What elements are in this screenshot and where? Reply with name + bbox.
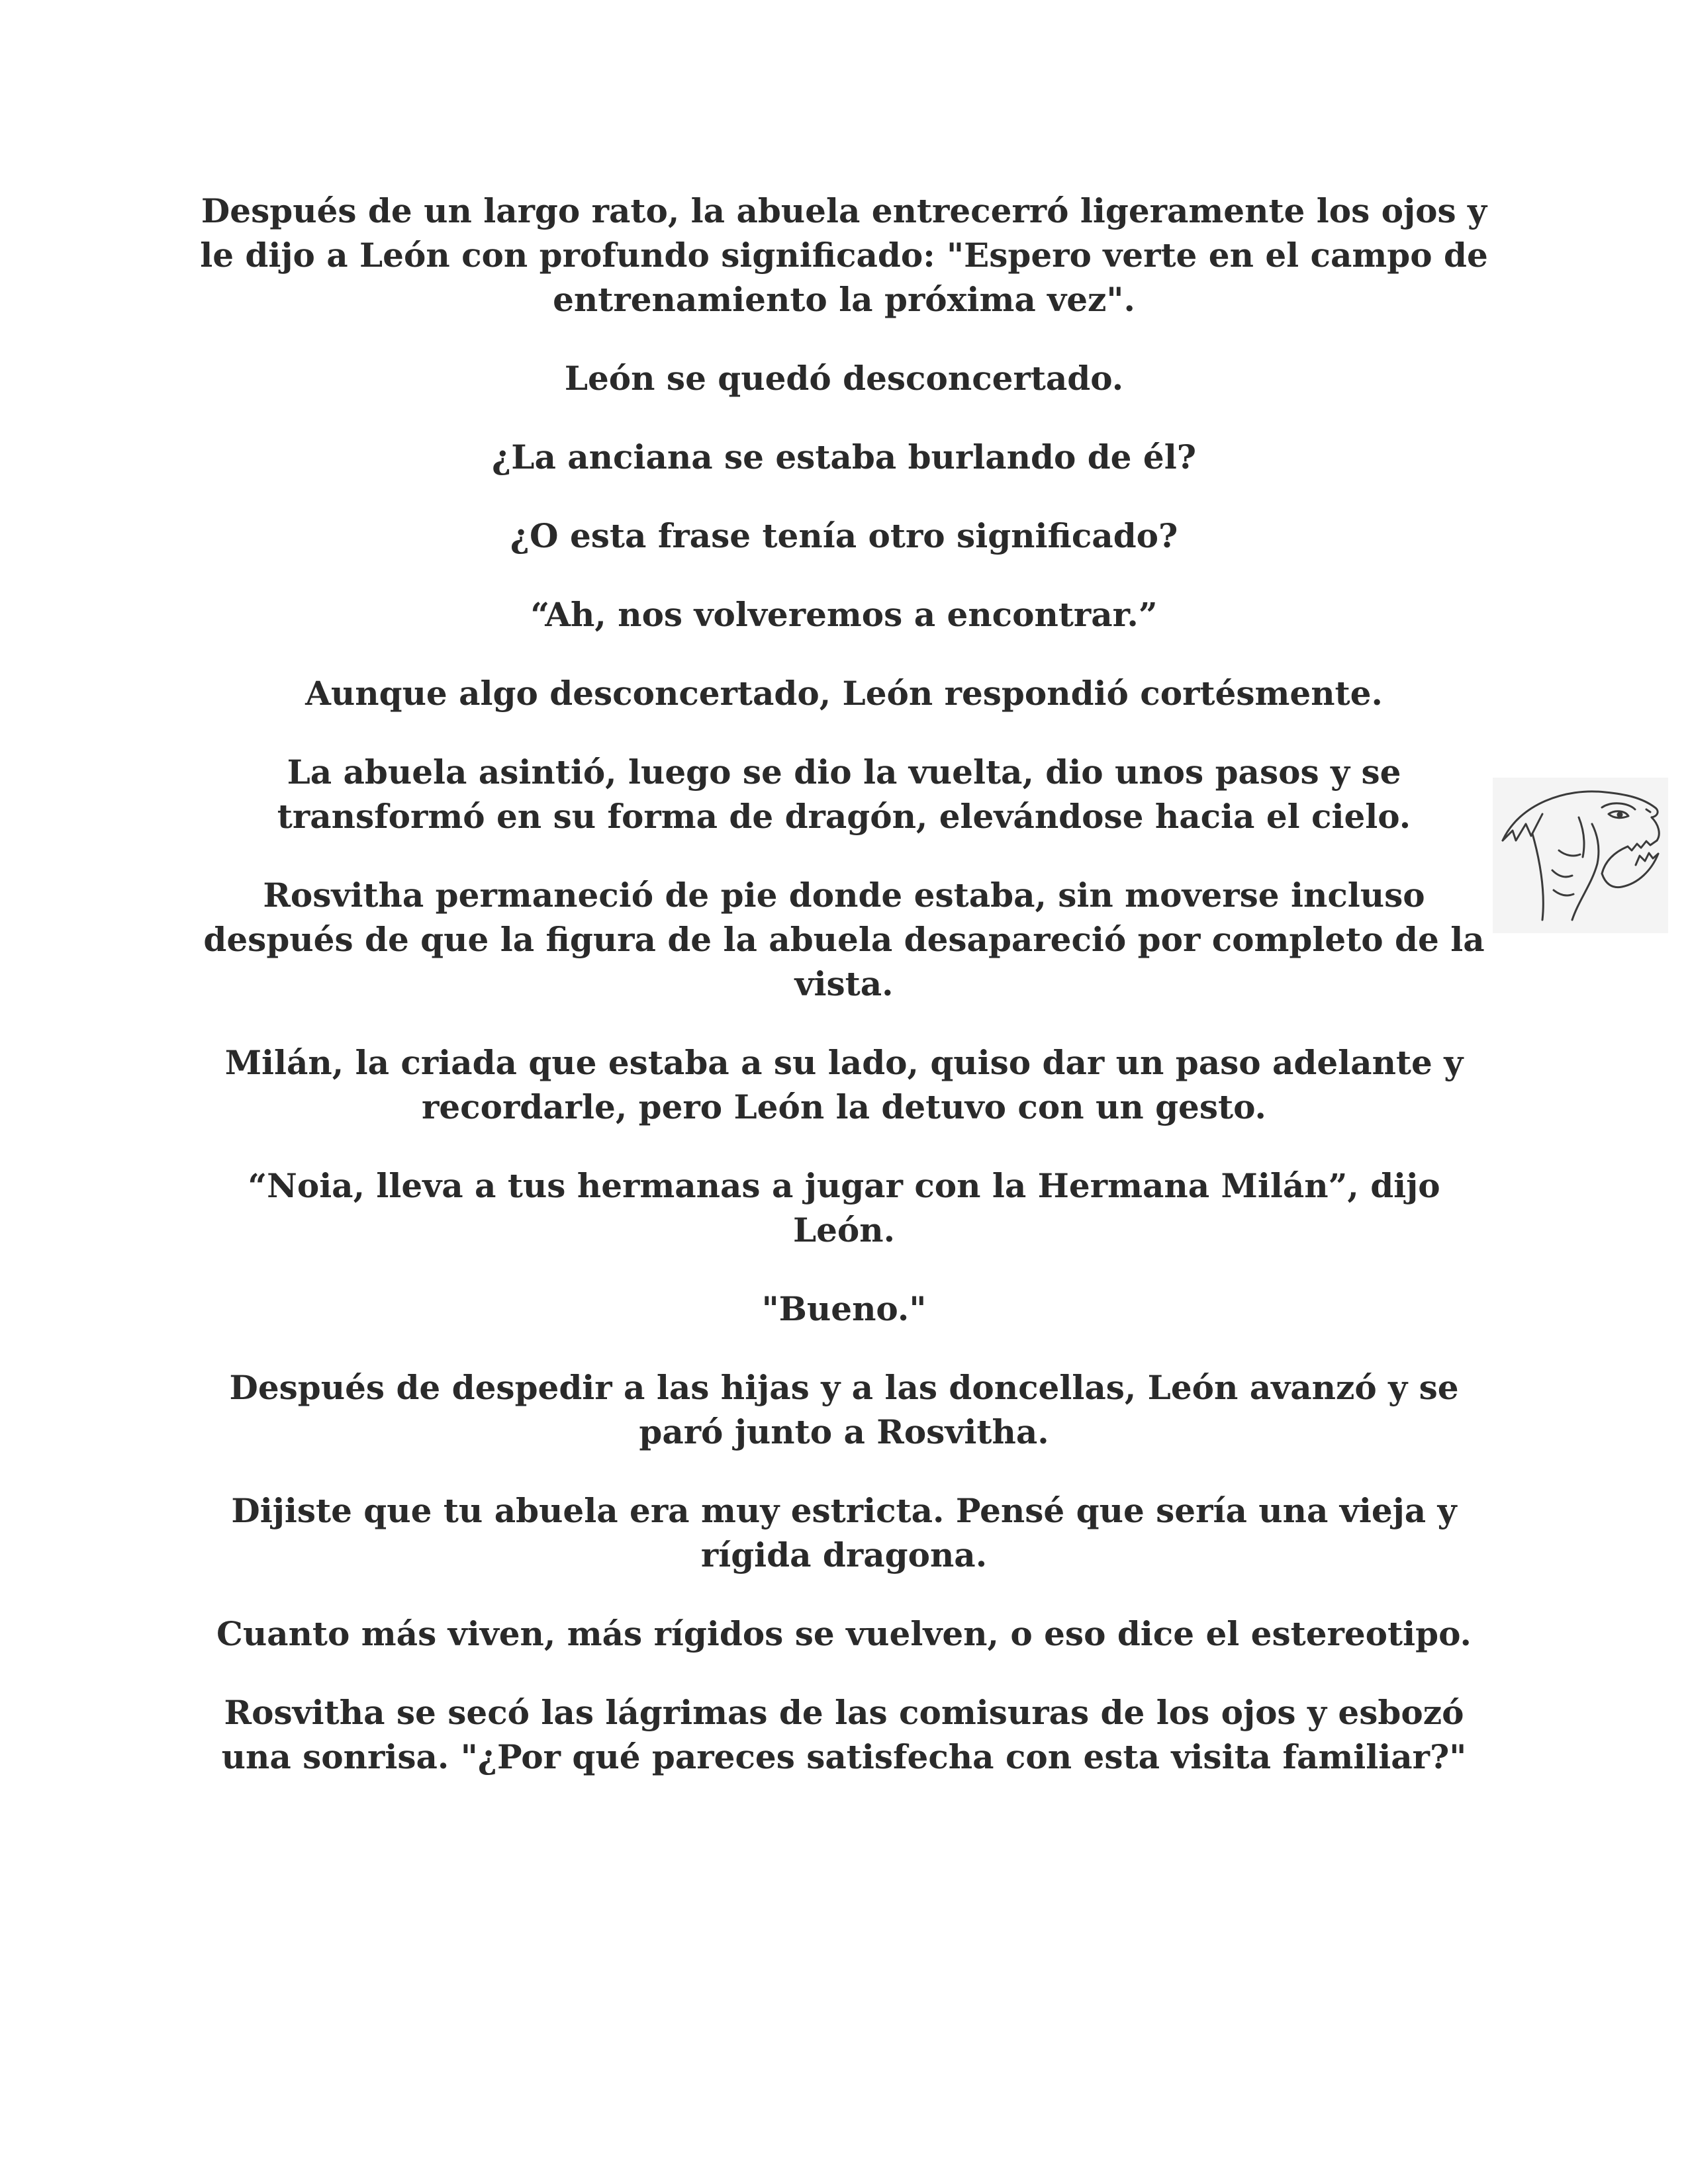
paragraph: Rosvitha permaneció de pie donde estaba, sin moverse incluso después de que la figura de la abuela desapareció por completo de la vista. — [203, 876, 1485, 1003]
story-text — [199, 189, 1489, 1813]
paragraph: Cuanto más viven, más rígidos se vuelven, o eso dice el estereotipo. — [216, 1614, 1472, 1653]
paragraph: Después de un largo rato, la abuela entrecerró ligeramente los ojos y le dijo a León con profundo significado: "Espero verte en el campo de entrenamiento la próxima vez". — [200, 191, 1488, 319]
paragraph: ¿O esta frase tenía otro significado? — [510, 516, 1178, 555]
paragraph: “Ah, nos volveremos a encontrar.” — [530, 595, 1158, 634]
paragraph: León se quedó desconcertado. — [564, 359, 1124, 398]
dragon-head-sketch-icon — [1493, 778, 1668, 933]
dragon-head-drawing — [1493, 778, 1668, 933]
paragraph: “Noia, lleva a tus hermanas a jugar con la Hermana Milán”, dijo León. — [248, 1166, 1440, 1250]
paragraph: Dijiste que tu abuela era muy estricta. Pensé que sería una vieja y rígida dragona. — [231, 1491, 1457, 1574]
paragraph: Milán, la criada que estaba a su lado, quiso dar un paso adelante y recordarle, pero León la detuvo con un gesto. — [224, 1043, 1464, 1126]
paragraph: "Bueno." — [761, 1289, 927, 1328]
paragraph: ¿La anciana se estaba burlando de él? — [492, 437, 1196, 477]
paragraph: Después de despedir a las hijas y a las doncellas, León avanzó y se paró junto a Rosvitha. — [229, 1368, 1459, 1451]
paragraph: La abuela asintió, luego se dio la vuelta, dio unos pasos y se transformó en su forma de dragón, elevándose hacia el cielo. — [277, 752, 1411, 836]
paragraph: Rosvitha se secó las lágrimas de las comisuras de los ojos y esbozó una sonrisa. "¿Por qué pareces satisfecha con esta visita familiar?" — [221, 1693, 1467, 1776]
paragraph: Aunque algo desconcertado, León respondió cortésmente. — [305, 674, 1383, 713]
